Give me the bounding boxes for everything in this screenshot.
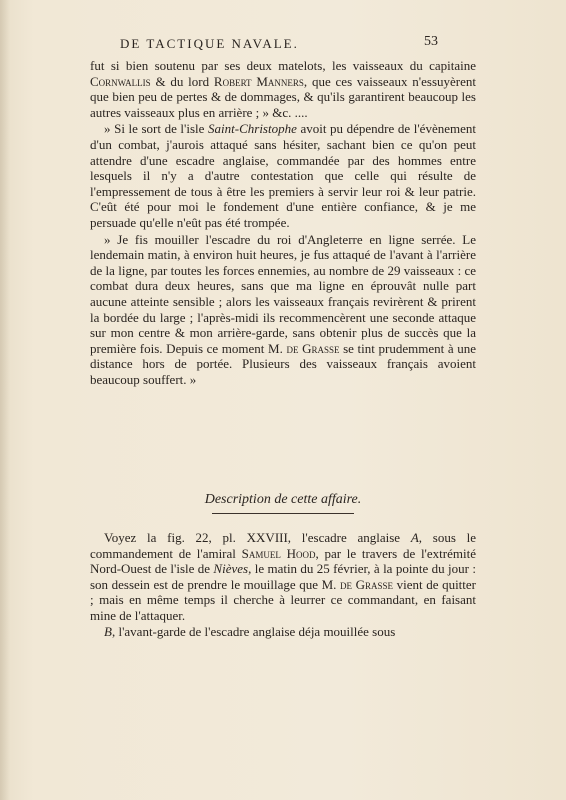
- person-name: Robert Manners: [213, 73, 304, 89]
- text-run: , le matin du 25 février, à la pointe du jour : son dessein est de prendre le mouillage que M.: [90, 561, 476, 592]
- text-run: » Je fis mouiller l'escadre du roi d'Angleterre en ligne serrée. Le lendemain matin, à environ huit heures, je fus attaqué de l'avant à l'arrière de la ligne, par toutes les forces ennemies, au nombre de 29 vaisseaux : ce combat dura deux heures, sans que ma ligne en éprouvât nulle part aucune atteinte sensible ; alors les vaisseaux français revirèrent & prirent la bordée du large ; l'après-midi ils recommencèrent une seconde attaque sur mon centre & mon arrière-garde, sans obtenir plus de succès que la première fois. Depuis ce moment M.: [90, 231, 476, 356]
- page-gutter-shadow: [0, 0, 10, 800]
- text-run: Voyez la fig. 22, pl. XXVIII, l'escadre anglaise: [104, 530, 411, 545]
- text-run: & du lord: [150, 73, 214, 89]
- paragraph-1: [90, 58, 476, 120]
- figure-letter: A: [410, 530, 419, 545]
- text-run: vient de quitter ; mais en même temps il cherche à leurrer ce commandant, en faisant mine de l'attaquer.: [90, 576, 477, 623]
- heading-rule: [212, 513, 354, 514]
- page-number: 53: [424, 34, 438, 49]
- paragraph-5: [90, 624, 476, 640]
- paragraph-2: [90, 121, 476, 230]
- person-name: de Grasse: [340, 576, 394, 592]
- paragraph-3: [90, 232, 476, 388]
- text-run: , l'avant-garde de l'escadre anglaise déja mouillée sous: [111, 623, 396, 639]
- body-text-lower: [90, 530, 476, 639]
- text-run: , sous le commandement de l'amiral: [90, 530, 477, 561]
- place-name: Saint-Christophe: [208, 121, 297, 137]
- paragraph-4: [90, 530, 476, 624]
- section-heading: Description de cette affaire.: [204, 492, 362, 507]
- text-run: se tint prudemment à une distance hors de portée. Plusieurs des vaisseaux français avoient beaucoup souffert. »: [90, 340, 476, 387]
- running-title: DE TACTIQUE NAVALE.: [120, 36, 299, 51]
- person-name: de Grasse: [286, 340, 340, 356]
- text-run: » Si le sort de l'isle: [104, 121, 209, 137]
- person-name: Samuel Hood: [241, 545, 316, 561]
- figure-letter: B: [104, 623, 112, 639]
- running-header: [120, 36, 440, 56]
- body-text-upper: [90, 58, 476, 387]
- text-run: avoit pu dépendre de l'évènement d'un combat, j'aurois attaqué sans hésiter, sachant bien ce qu'on peut attendre d'une escadre anglaise, commandée par des hommes entre lesquels il n'y a d'autre contestation que celle qui résulte de l'empressement de tous à être les premiers à servir leur roi & leur patrie. C'eût été pour moi le fondement d'une entière confiance, & je me persuade qu'elle n'eût pas été trompée.: [90, 121, 476, 230]
- place-name: Nièves: [213, 561, 249, 577]
- person-name: Cornwallis: [90, 73, 151, 89]
- text-run: fut si bien soutenu par ses deux matelots, les vaisseaux du capitaine: [90, 58, 476, 73]
- text-run: , par le travers de l'extrémité Nord-Ouest de l'isle de: [90, 545, 476, 577]
- text-run: , que ces vaisseaux n'essuyèrent que bien peu de pertes & de dommages, & qu'ils garantirent beaucoup les autres vaisseaux plus en arrière ; » &c. ....: [90, 73, 476, 120]
